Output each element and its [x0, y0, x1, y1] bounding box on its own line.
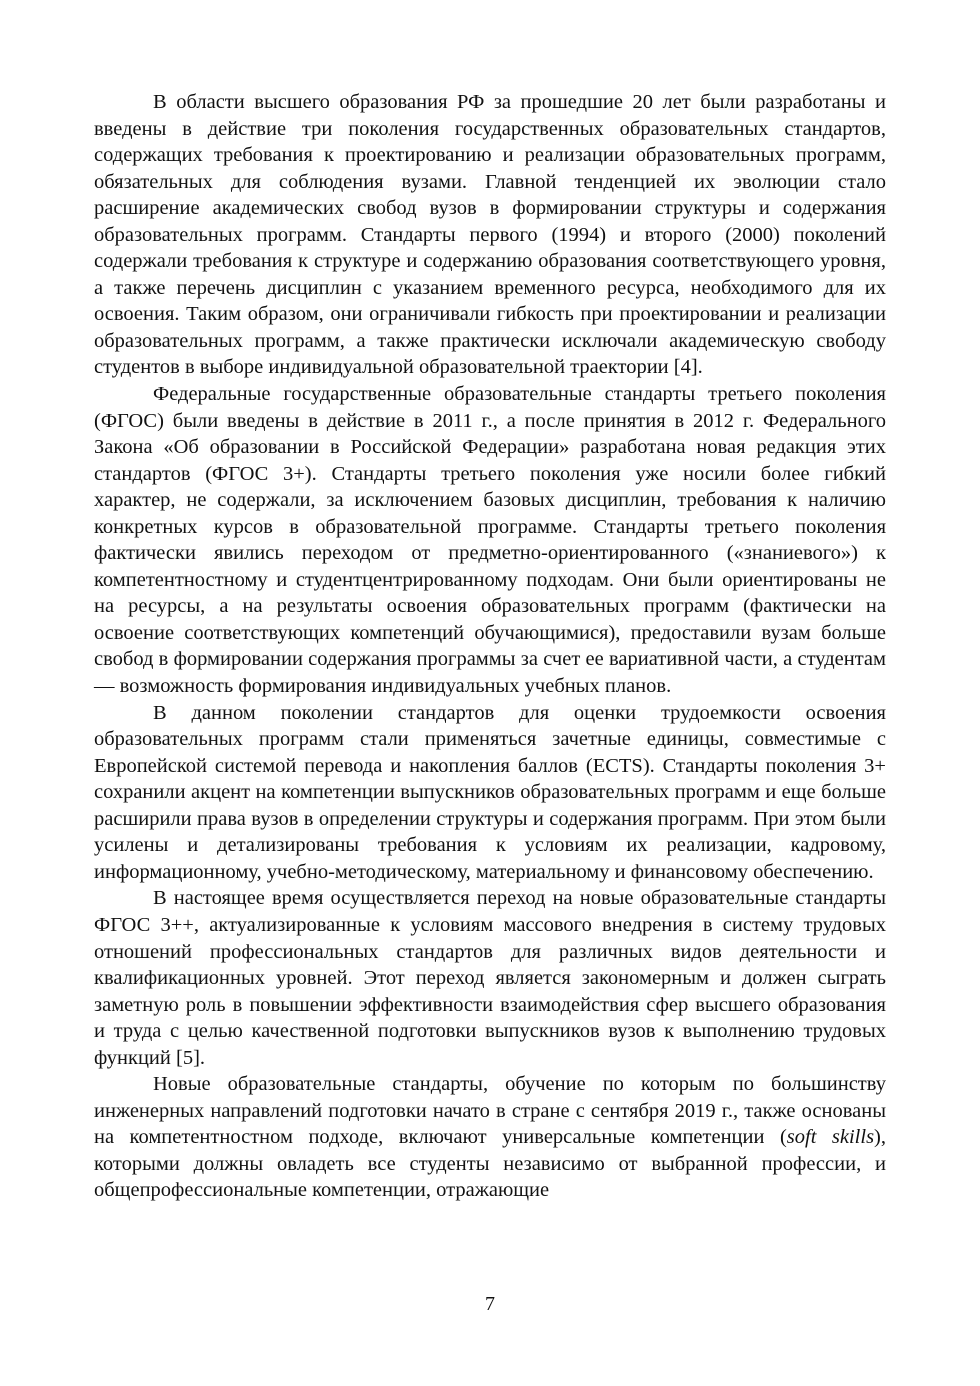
- paragraph-5-text-end: ), которыми должны овладеть все студенты независимо от выбранной профессии, и общепрофессиональные компетенции, отражающие: [94, 1126, 886, 1202]
- paragraph-5: [94, 1071, 886, 1204]
- paragraph-2: Федеральные государственные образовательные стандарты третьего поколения (ФГОС) были введены в действие в 2011 г., а после принятия в 2012 г. Федерального Закона «Об образовании в Российской Федерации» разработана новая редакция этих стандартов (ФГОС 3+). Стандарты третьего поколения уже носили более гибкий характер, не содержали, за исключением базовых дисциплин, требования к наличию конкретных курсов в образовательной программе. Стандарты третьего поколения фактически явились переходом от предметно-ориентированного («знаниевого») к компетентностному и студентцентрированному подходам. Они были ориентированы не на ресурсы, а на результаты освоения образовательных программ (фактически на освоение соответствующих компетенций обучающимися), предоставили вузам больше свобод в формировании содержания программы за счет ее вариативной части, а студентам — возможность формирования индивидуальных учебных планов.: [94, 383, 886, 698]
- paragraph-5-text-start: Новые образовательные стандарты, обучение по которым по большинству инженерных направлений подготовки начато в стране с сентября 2019 г., также основаны на компетентностном подходе, включают универсальные компетенции (: [94, 1073, 886, 1149]
- paragraph-3: В данном поколении стандартов для оценки трудоемкости освоения образовательных программ стали применяться зачетные единицы, совместимые с Европейской системой перевода и накопления баллов (ECTS). Стандарты поколения 3+ сохранили акцент на компетенции выпускников образовательных программ и еще больше расширили права вузов в определении структуры и содержания программ. При этом были усилены и детализированы требования к условиям их реализации, кадровому, информационному, учебно-методическому, материальному и финансовому обеспечению.: [94, 701, 886, 883]
- paragraph-5-italic-term: soft skills: [786, 1126, 875, 1149]
- page-body: [94, 89, 886, 1204]
- paragraph-4: В настоящее время осуществляется переход на новые образовательные стандарты ФГОС 3++, актуализированные к условиям массового внедрения в систему трудовых отношений профессиональных стандартов для различных видов деятельности и квалификационных уровней. Этот переход является закономерным и должен сыграть заметную роль в повышении эффективности взаимодействия сфер высшего образования и труда с целью качественной подготовки выпускников вузов к выполнению трудовых функций [5].: [94, 887, 886, 1069]
- page-number: 7: [485, 1293, 495, 1315]
- paragraph-1: В области высшего образования РФ за прошедшие 20 лет были разработаны и введены в действие три поколения государственных образовательных стандартов, содержащих требования к проектированию и реализации образовательных программ, обязательных для соблюдения вузами. Главной тенденцией их эволюции стало расширение академических свобод вузов в формировании структуры и содержания образовательных программ. Стандарты первого (1994) и второго (2000) поколений содержали требования к структуре и содержанию образования соответствующего уровня, а также перечень дисциплин с указанием временного ресурса, необходимого для их освоения. Таким образом, они ограничивали гибкость при проектировании и реализации образовательных программ, а также практически исключали академическую свободу студентов в выборе индивидуальной образовательной траектории [4].: [94, 91, 886, 379]
